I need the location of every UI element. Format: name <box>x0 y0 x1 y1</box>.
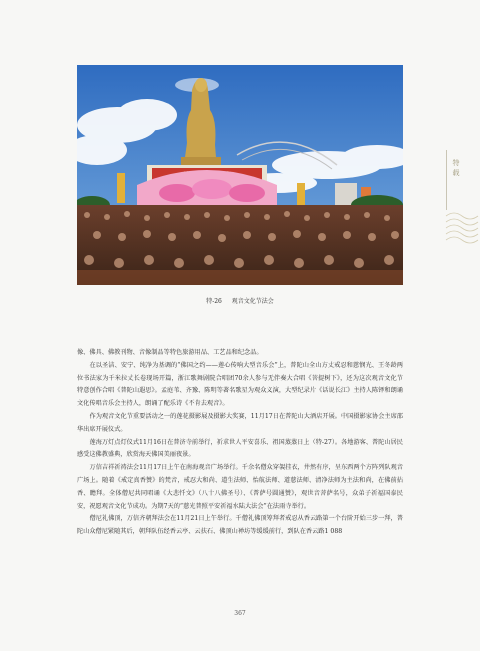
paragraph: 莲海万灯点灯仪式11月16日在普济寺前举行，祈求世人平安喜乐、祖国蒸蒸日上（特-27）。各地游客、普陀山居民感受这佛教盛典，欣赏海天佛国美丽夜景。 <box>77 438 403 459</box>
section-tag: 特载 <box>452 159 460 177</box>
article-body <box>77 347 403 539</box>
caption-number: 特-26 <box>206 298 222 305</box>
paragraph: 僧尼礼佛顶，万信齐朝拜法会在11月21日上午举行。千僧礼佛顶筹拜者戒忍从香云路第一个台阶开始三步一拜，普陀山众僧尼紧随其后，朝拜队伍经香云亭、云扶石、佛顶山禅坊等缓缓前行，到队在香云路1 088 <box>77 515 403 536</box>
caption-title: 观音文化节法会 <box>231 298 274 305</box>
paragraph: 像、佛具、佛教刊物、音像制品等特色旅游用品、工艺品和纪念品。 <box>77 349 263 356</box>
paragraph: 万信吉祥祈祷法会11月17日上午在南海观音广场举行。千余名僧众穿袈挂衣，井然有序，呈东西两个方阵列队观音广场上。随着《戒定真香赞》的梵音，戒忍大和尚、道生法师、怡航法师、道慈法师、清净法师为主法和尚，在佛前拈香、瞻拜。全体僧尼共同唱诵《大悲忏文》（八十八佛圣号）、《普萨号圆通赞》，观世音菩萨名号，众弟子祈福国泰民安，祝愿观音文化节成功。为期7天的“慈光普照平安祈福水陆大法会”在法雨寺举行。 <box>77 464 403 510</box>
paragraph: 在以圣洁、安宁、纯净为基调的“佛国之约——莲心传响大型音乐会”上，普陀山全山方丈戒忍和慈悯光、王冬龄两位书法家为千米拉丈长卷现场开篇，浙江歌舞剧院合唱团70余人参与无伴奏大合唱《菩提树下》，还为这次观音文化节特意创作合唱《普陀山遐思》。孟庭苇、齐豫、陈明等著名歌星为观众义演，大型纪录片《话说长江》主持人陈铎和朗诵文化传唱音乐会主持人，朗诵了配乐诗《不肯去观音》。 <box>77 361 403 408</box>
sidebar-divider <box>446 150 447 210</box>
photo-caption <box>0 296 480 305</box>
ceremony-photo <box>77 65 403 285</box>
robes-highlight <box>77 270 403 285</box>
page-number: 367 <box>234 610 246 617</box>
wave-ornament-icon <box>444 208 480 248</box>
ceremony-photo-svg <box>77 65 403 285</box>
paragraph: 作为观音文化节重要活动之一的莲花摄影展及摄影大奖赛，11月17日在普陀山大酒店开展。中国摄影家协会主席邵华出席开展仪式。 <box>77 412 403 433</box>
